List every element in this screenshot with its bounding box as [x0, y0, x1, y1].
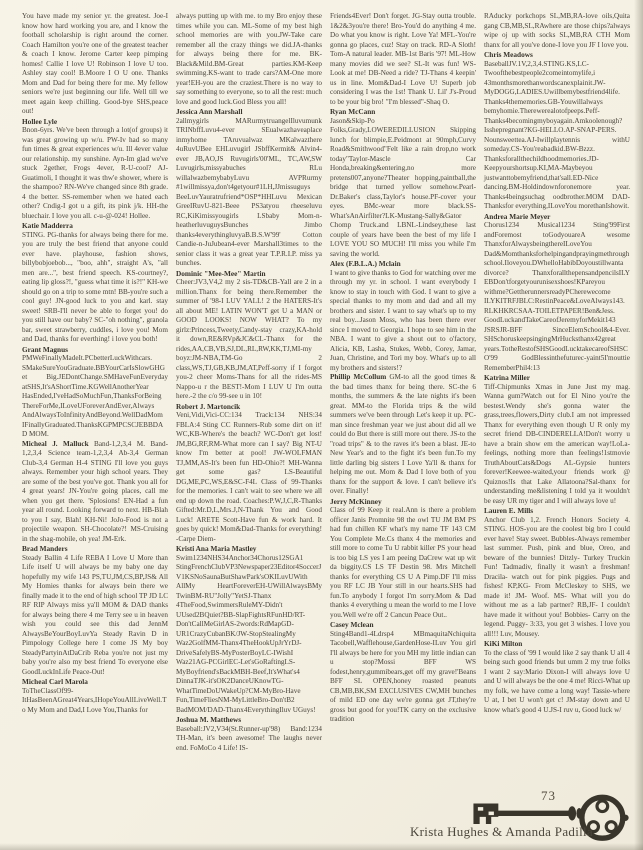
page-credit: Krista Hughes & Amanda Padilla	[409, 824, 593, 839]
entry-paragraph: I want to give thanks to God for watching over me through my yr. in school. I want everybody I know to stay in touch with God. I want to give a special thanks to my mom and dad and all my brothers and sister. I want to say what's up to my real boy...Jason Moss, who has been there ever since I moved to Georgia. I hope to see him in the NBA. I want to give a shout out to o'factory, Alicia, KB, Lasha, Stukes, Webb, Corey, Jamar, Juan, Christine, and Tori my boy. What's up to all my brothers and sisters!?	[330, 268, 476, 372]
scan-edge-bottom	[0, 843, 643, 850]
entry-name: Robert J. Martoncik	[176, 401, 241, 411]
senior-messages-columns	[22, 12, 630, 753]
entry-name: Jerry McKinney	[330, 496, 382, 506]
entry-paragraph: STING. PG-thanks for always being there for me. you are truly the best friend that anyone could ever have. playhouse, fashion shows, billybobjoebob..., "boo, ahh", straight A's, "all men are...", best friend speech. KS-courtney?, eating lip gloss?!, "guess what time it is?!" KH-we should go on a trip to some mtn! BB-you're such a cool guy! JN-good luck to you and karl. stay sweet! SRB-I'll never be able to forget you! do you still have our baby? SC-"oh nothing", granola bar, sweet strawberry, cuddles, i love you! Mom and Dad, thanks for everthing! i love you both!	[22, 230, 168, 343]
entry-name: Dominic "Mee-Mee" Martin	[176, 268, 266, 278]
entry-name: Micheal Carl Marola	[22, 677, 88, 686]
entry-name: Grant Magnus	[22, 344, 69, 354]
entry-paragraph: Micheal J. Malluck Band-1,2,3,4 M. Band-1,2,3,4 Science team-1,2,3,4 Ab-3,4 German Club-3,4 German H-4 STING I'll love you guys always. Remember your high school years. They are some of the best you've got. Thank you all for 4 great years! JN-You're going places, call me when you get there. 'Splosions! EN-Had a fun year all round. Looking forward to next. HB-Blah to you I say, Blah! KH-Ni! JoJo-Food is not a projectile weapon. SH-Chocolate?! MS-Cruising in the shag-mobile, oh yea! JM-Erk.	[22, 439, 168, 543]
page-number: 73	[541, 788, 556, 803]
entry-paragraph: Sting4Band1-4Ldrsp4 MBmaquitaNchiquita Tacobell,Wafflehouse,GardenHose-ILuv You girl I'll always be here for you MH my little indian can u stop?Mossi BFF WS fodest,henry,gummibears,get off my grave!'Beans BFF SL OPEN,honey roasted peanuts CB,MB,BK,SM EXCLUSIVES CW,MH bunches of mild ED one day we're gonna get JT,they're gross but good for you!TK carry on the exclusive tradition	[330, 629, 476, 723]
entry-paragraph: Steady Ballin 4 Life REBA I Love U More than Life itself U will always be my baby one day hopefully my wife 143 PS,TU,JM,CS,BP,JS& All My Homies thanks for always bein there we finally made it to the end of high school TP JD LC RF RIP Always miss ya'll MOM & DAD thanks for always being there 4 me Terry see u in heaven wish you could see this dad JennM AlwaysBeYourBoyLuvYa Steady Ravin D in Pimpology College here I come JS My boy SteadyPartyinAtDaCrib Reba you're not just my baby you're also my best friend To everyone else GoodLuckInLife Peace-Out!	[22, 553, 168, 676]
entry-name-inline: Phillip McCollum	[330, 373, 390, 381]
entry-name: Ryan McCann	[330, 107, 376, 116]
text-column-1	[22, 12, 168, 715]
entry-paragraph: RAducky porkchops SL,MB,RA-love oils,Quita gang CB,MB,SL,RAwhere are those chips?always wipe oj up with socks SL,MB,RA CTH Mom thanx for all you've done-I love you JF I love you.	[484, 12, 630, 49]
text-column-4	[484, 12, 630, 715]
entry-paragraph: Phillip McCollum GM-to all the good times & the bad times thanx for being there. SC-the 6 months, the summers & the late nights it's been great. MM-to the Florida trips & the wild summers we've been through Let's keep it up. PC-man since freshman year we just about did all we could do But there is still more out there. JS-to the "road trips" & to the raves it's been a blast. JE-to New Year's and to the fight it's been fun.To my little darling big sisters I Love Ya'll & thanx for helping me out. Mom & Dad I love both of you thanx for the support & love. I can't believe it's over. Finally!	[330, 373, 476, 495]
entry-name: Kristi Ana Maria Mastley	[176, 544, 257, 553]
entry-paragraph: Jason&Skip-Po Folks,Grady,LOWEREDILLUSION Skipping lunch for blimpie,E.Peidmont at 90mph,Curvy Road&Smithwood"Felt like a rain drop,no work today"Taylor-Mascle Car Honda,breaking&entering,no more pretens007,anyone?Theater hopping,paintball,the bridge that turned yellow somehow.Pearl-Dr.Baker's class,Taylor's house.PF-cover your eyes. BMc-wear more black.SS-What'sAnAirfilter?LK-Mustang-Sally&Gator Chomp Truck.and LBNL-Lindsey,these last couple of years have been the best of my life I LOVE YOU SO MUCH! I'll miss you while I'm saving the world.	[330, 116, 476, 258]
entry-name: Chris Meadows	[484, 50, 533, 59]
entry-paragraph: To the class of '99 I would like 2 say thank U all 4 being such good friends but umm 2 my true folks I want 2 say:Mario Dixon-I will always love U and U will always be the one 4 me! Ricci-What up my folk, we have come a long way! Tassie-where U at, I bet U won't get c! JM-stay down and U know what's good 4 U.JS-I ruv u, Good luck w/	[484, 648, 630, 714]
entry-paragraph: BaseballJV.1V,2,3,4.STING.KS,LC-Twoofthebestpeople2comeintomylife,i 43monthsmorethanwordscanexplainit.JW-MyDOGG,LADIES.Uwillbemybestfriend4life. Thanks4thememories.GB-Youwillalways bemyhomie.Therewerealotofpeeps.Peff-Thanks4becomingmyboyagain.Amkoolenough? Isshepregnant?KG-HELLO.AP-SNAP-PERS. Nounsweettea.AJ-Iwillplaytennis withU someday.CS-You'reabadkid.BW-Bzzz. Thanksforallthechildhoodmemories.JD-Keepyourshortsup.KI,MA-Maybeyou justwanttobemyfriend,that'sall.ED-Nice dancing.BM-Holdindownforonemore year. Thanks4beingsuchag oodbrother.MOM DAD-Thanksfor everything,ILoveYou morethanIshowit.	[484, 59, 630, 210]
entry-name: Lauren E. Mills	[484, 506, 534, 515]
entry-paragraph: 2allmygirls MARurmytruangelIluvumunk TRINbffLuvu4-ever SEualwazhaveaplace inmyhome TAruvualwaz MKalwazthere 4uRuvUBee EHLuvugirl JSbffKermit& Alvin4-ever JB,AO,JS Ruvugirls'00'ML, TC,AW,SW Luvugirls,missyabuches RLu willalwazbemybabyLuvu AVPRurmy #1willmissya,don't4getyour#1LH,JJmissuguys BeeLuvYauratrufriend*OSP*HHLuvu Mexican GreeIRuvU-821-Beee PS3atyou rheeseluvu RC,KiKimissyougirls LSbaby Mom-n-heatherluvuguysBunches Jimbo thanks4everythingluvyaB.B.S.W'99' Cotton Candie-n-JuJubean4-ever Marshall3times to the senior class it was a great year T.P.R.I.P. miss ya bunches.	[176, 116, 322, 267]
entry-paragraph: Friends4Ever! Don't forget. JG-Stay outta trouble. 1&2&3you're there! Bro-You'd do anything 4 me. Do what you know is right. Love Ya! MFL-You're gonna go places, cuz! Stay on track. RD-A Sloth! Tom-A natural leader. MB-1st Baris '97! ML-How many movies did we see? SL-It was fun! WS-Look at me! DB-Need a ride? TJ-Thans 4 keepin' us in line. Mom&Dad-I Love U! Superb job considering I was the 1st! Thank U. Lil' J's-Proud to be your big bro! "I'm blessed"-Shaq O.	[330, 12, 476, 106]
entry-paragraph: Class of 99 Keep it real.Ann is there a problem officer Janis Promnite 98 the owl TU JM BM PS had fun chillen KF what's my name TF 143 CM You Complete Me.Cs thanx 4 the memories and still more to come Tu U rabbit killer PS your head is too big LS yes I am peeing DaCrew wat up wit da biggity.CS LS TF Destin 98. Mrs Mitchell thanks for everything CS U A Pimp.DF I'll miss you RF LC JB Your still in our hearts.SHS had fun.To anybody I forgot I'm sorry.Mom & Dad thanks 4 everything u mean the world to me I love you.Well we're off 2 Cancun Peace Out..	[330, 506, 476, 619]
entry-name: Casey Mclean	[330, 620, 374, 629]
entry-paragraph: Cheer:JV3,V4,2 my 2 sis-TD&CB-Yall are 2 in a million.Thanx for being there.Remember the summer of '98-I LUV YALL! 2 the HATERS-It's all about ME! LATIN WON'T get U a MAN or GOOD LOOKS! NOW WHAT? To my girlz:Princess,Tweety,Candy-stay crazy,KA-hold it down,RE&RVp&JC&CL-Thanx for the rides,AA,CB,VB,SJ,DL,RL,RW,KK,TJ,MI-my boyz:JM-NBA,TM-Go 2 class,WS,TJ,GB,KB,JM,AT,Peff-sorry if I forgot you-2 cheer Moms-Thans for all the rides-MS Nappo-u r the BEST!-Mom I LUV U I'm outta here.-2 the c/o 99-see u in 10!	[176, 278, 322, 400]
entry-name: KiKi Milton	[484, 639, 523, 648]
entry-paragraph: Swim1234NHS34Anchor34Chorus12SGA1 StingFrenchClubVP3Newspaper23Editor4SoccerJ V1KSNoSaunaButShawPark'sOKILuvUWith AllMy HeartForeverEH-UWillAlwaysBMy TwinBM-RU"Jolly"YetSJ-Thanx 4TheFood,SwimmersRuleMY-Didn't UUsed2BQuiet?BB-SlapFightsRFunHD/RT-Don'tCallMeGirlAS-2words:RdMapGD-UR1CrazyCubanBK/JW-StopStealingMy Waz2GolfMM-Thanx4TheHookUpJrYrDJ-DriveSafelyBS-MyPosterBoyLC-IWishI Waz21AG-PCGirlEC-Let'sGoRaftingLS-MyBoyfriend'sBackMBH-Beef,It'sWhat's4 DinnaTJK-it'sOK2DanceUKnowTG-WhatTimeDoUWakeUp?CM-MyBro-Have Fun,TimeFliesNM-MyLittleBro-Don'tB2 BadMOM/DAD-Thanx4EverythingIluv UGuys!	[176, 553, 322, 714]
entry-name: Katie Madderra	[22, 221, 73, 230]
entry-name: Alex (F.B.L.A.) Mclain	[330, 259, 401, 268]
entry-name: Hollee Lyle	[22, 116, 58, 126]
scan-edge-right	[634, 0, 643, 850]
entry-paragraph: Baseball:JV2,V34(St.Runner-up'98) Band:1234 TH-Man, it's been awesome! The laughs never end. FoMoCo 4 Life! IS-	[176, 724, 322, 752]
entry-name: Jessica Ann Marshall	[176, 107, 243, 116]
entry-name: Brad Manders	[22, 544, 68, 553]
page-footer	[409, 760, 635, 848]
text-column-3	[330, 12, 476, 725]
entry-paragraph: Chorus1234 Musical1234 Sting'99First andForemost toGodyouareA wesome ThanxforAlwaysbeingthereILoveYou Dad&Momthanksforhelpingandprayingmethrough school.Iloveyou.DWhelloHabibDoyoustillwanta divorce? ThanxforallthepensandpencilsILY EBDon'tforgetyourunisexshoes!KPareyou withme?GettherunnersreadyPCherewecome ILYKITRFJBLC:RestinPeace&LoveAlways143. RLKHKRCSAA-TOILETPAPER!Ben&Jess. GoodLuckandTakeCareofJeremyforMekit143 JSRSJR-BFF SinceElemSchool&4-Ever. SHSchoruskeepsingingMrHucksthanx42great years.TotheRestofSHSGoodLucktakecareofSHSCO'99 GodBlessinthefuturec-yaint5I'mouttie RememberPhil4:13	[484, 221, 630, 372]
entry-paragraph: You have made my senior yr. the greatest. Joe-I know how hard working you are, and I know the football scholarship is right around the corner. Coach Hamilton you're one of the greatest teacher & coach I know. Jerome Carter keep pimping homes! Callie I love U! Robinson I love U too. Ashley stay cool! B.Moore I O U one. Thanks Mom and Dad for being there for me. My fellow seniors we're just beginning our life. Well till we meet again keep chilling. Good-bye SHS,peace out!	[22, 12, 168, 115]
entry-paragraph: Anchor Club 1,2. French Honors Society 4. STING. HOS-you are the coolest big bro I could ever have! Stay sweet. Bubbles-Always remember last summer. Push, pink and blue, Oreo, and beware of the bunnies! Ditzly- Turkey Truckin Fun! Tadmadiv, finally it wasn't a freshman! Dracila- watch out for pink piggies. Pugs and fishes! KP,KG- From McCleskey to SHS, we made it! JM- Woof. MS- What will you do without me as a lab partner? RB,JF- I couldn't have made it without you! Bobbies- Carry on the legend. Puggy- 3:33, you get 3 wishes. I love you all!!! Luv, Mousey.	[484, 515, 630, 638]
entry-name: Katrina Miller	[484, 373, 530, 382]
entry-paragraph: PMWeFinallyMadeIt.PCbetterLuckWithcars. SMakeSureYouGraduate.BBYourCarIsSlowGHGet Big.JEDontChange.SMHaveFunEveryday atSHS,It'sAShortTime.KGWellAnotherYear HasEnded,I'veHadSoMuchFun,ThanksForBeing ThereForMe,ILoveUForeverAndEver,Always AndAlwaysToInfinityAndBeyond.WellDadMom IFinallyGraduated.ThanksKGPMPCSCJEBBDAD MOM.	[22, 354, 168, 438]
entry-paragraph: Tiff-Chipmunks Xmas in June Just my mag. Wanna gum?Watch out for El Nino you're the bestest.Wendy she's gonna water the grass,trees,flowers,Dirty club.I am not impressed Thanx for everything even though U R only my secret friend DB-CINDERELLA!Don't worry u have a brain show em the american way!LoLa-feelings, nothing more than feelings!1stmovie TruthAboutCats&Dogs AL-Gypsie hunters forever!Keewee-waited,your friends work @ Quiznos!Is that Lake Allatoona?Sal-thanx for understanding me&listening I told ya it wouldn't be easy UR my tiger and I will always love u!	[484, 382, 630, 505]
entry-name: Joshua M. Matthews	[176, 715, 242, 724]
entry-name: Andrea Marie Meyer	[484, 211, 551, 221]
entry-paragraph: ToTheClassOf99-ItHasBeenAGreat4Years,IHopeYouAllLiveWell.To My Mom and Dad,I Love You,Thanks for	[22, 686, 167, 714]
entry-name-inline: Micheal J. Malluck	[22, 439, 95, 448]
text-column-2	[176, 12, 322, 753]
entry-paragraph: always putting up with me. to my Bro enjoy these times while you can. ML-Some of my best high school memories are with you.JW-Take care remember all the crazy things we did.JA-thanks for always being there for me. BK-Black&Mild.BM-Great parties.KM-Keep swimming.KS-want to trade cars?AM-One more year!EH-you are the craziest.There is no way to say something to everyone, so to all the rest: much love and good luck.God Bless you all!	[176, 12, 322, 106]
entry-paragraph: Bnon-6yrs. We've been through a lot(of groups) it was great growing up w/u. PW-Iv had so many fun times & great experiences w/u. Ill 4ever value our relationship. my sunshine. Ayn-Im glad we've stuck 2gether, Frogs 4ever, R-U-cool? AJ-Guatimoli, I thought it was thw'e shower, where is the shampoo? RN-We've changed since 8th grade. 4 the better. SS-remember when we hated each other? Cndig-I got u a gift, its pink j/k. HH-the bluechair. I love you all. c-u-@-024! Hollee.	[22, 126, 168, 220]
entry-paragraph: Veni,Vidi,Vici-CC:134 Track:134 NHS:34 FBLA:4 Sting CC Runners-Rub some dirt on it! WC,KB-Where's the beach? WC-Don't get lost! JM,BG,RF,RM-What more can I say? Big NT-U know I'm better at pool! JW-WOLFMAN TJ,MM,AS-It's been fun HD-Ohio?! MH-Wanna get some gas? LS-Beautiful DG,ME,PC,WS,E&SC-F4L Class of 99-Thanks for the memories. I can't wait to see where we all end up down the road. Coaches:P.W,J,C,R-Thanks Gifted:Mr.D,L,Mrs.J,N-Thank You and Good Luck! ARETE Scott-Have fun & work hard. It goes by quick! Mom&Dad-Thanks for everything! -Carpe Diem-	[176, 411, 322, 543]
